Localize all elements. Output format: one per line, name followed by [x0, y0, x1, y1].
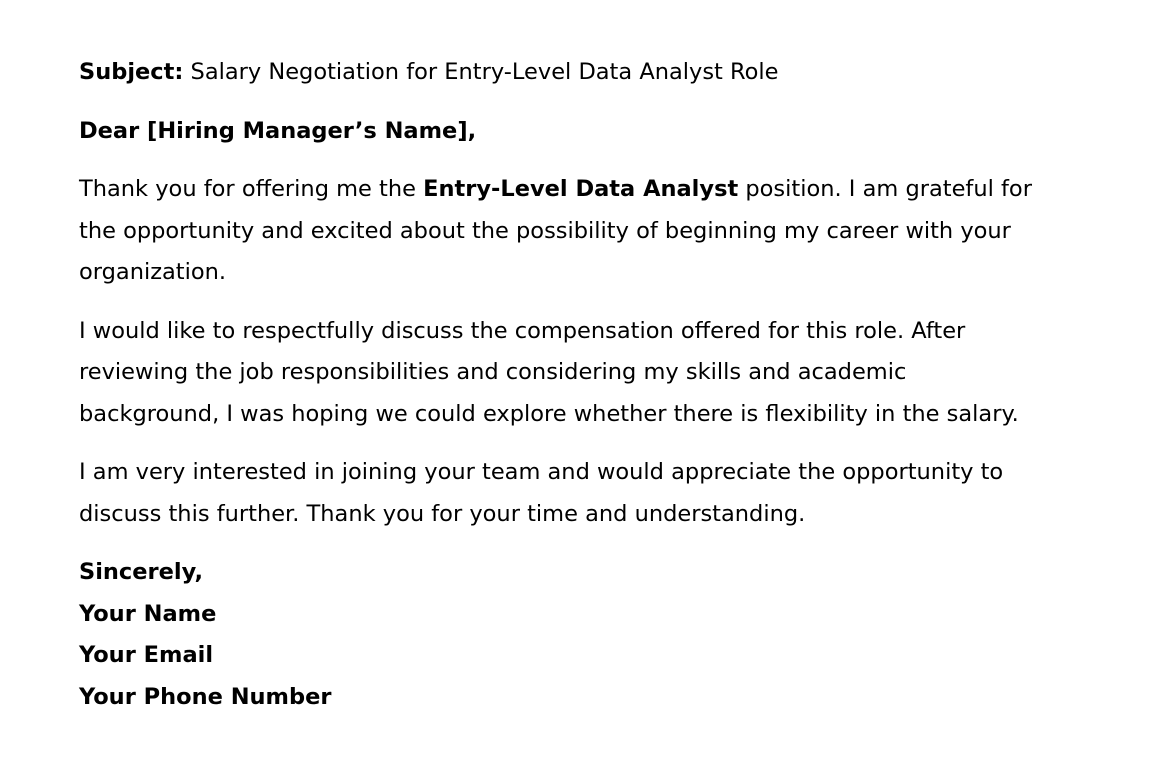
paragraph-text: position. I am grateful for	[738, 176, 1032, 202]
paragraph-text: Thank you for offering me the	[79, 176, 424, 202]
paragraph-line: discuss this further. Thank you for your time and understanding.	[79, 500, 806, 527]
subject-line	[79, 52, 1079, 94]
paragraph-compensation	[79, 311, 1079, 436]
signature-phone: Your Phone Number	[79, 683, 332, 710]
position-title: Entry-Level Data Analyst	[423, 176, 739, 202]
signature-email: Your Email	[79, 642, 214, 668]
paragraph-line: I would like to respectfully discuss the compensation offered for this role. After	[79, 317, 966, 344]
signature-name: Your Name	[79, 600, 217, 627]
closing-block	[79, 552, 1079, 718]
paragraph-offer-thanks	[79, 169, 1079, 294]
paragraph-line: the opportunity and excited about the possibility of beginning my career with your	[79, 217, 1011, 244]
paragraph-line: reviewing the job responsibilities and considering my skills and academic	[79, 359, 907, 385]
sign-off: Sincerely,	[79, 559, 204, 585]
paragraph-line	[79, 169, 1079, 211]
letter-document	[79, 52, 1079, 718]
paragraph-line: I am very interested in joining your team and would appreciate the opportunity to	[79, 459, 1004, 485]
paragraph-interest	[79, 452, 1079, 535]
paragraph-line: organization.	[79, 259, 227, 285]
subject-label: Subject:	[79, 59, 184, 85]
paragraph-line: background, I was hoping we could explore whether there is flexibility in the salary.	[79, 400, 1019, 427]
salutation: Dear [Hiring Manager’s Name],	[79, 117, 477, 144]
subject-text: Salary Negotiation for Entry-Level Data Analyst Role	[183, 59, 779, 85]
